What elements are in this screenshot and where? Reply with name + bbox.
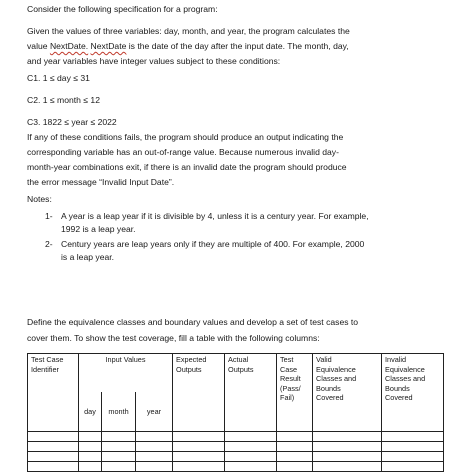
subheader-day: day	[79, 392, 102, 432]
nextdate-term: NextDate	[90, 41, 127, 51]
notes-label: Notes:	[27, 194, 52, 204]
subheader-year: year	[136, 392, 173, 432]
header-expected-outputs: Expected Outputs	[173, 354, 225, 432]
note-2-number: 2-	[45, 239, 53, 249]
condition-c3: C3. 1822 ≤ year ≤ 2022	[27, 117, 117, 127]
intro-line-3: and year variables have integer values subject to these conditions:	[27, 56, 281, 66]
header-test-case-result: Test Case Result (Pass/ Fail)	[277, 354, 313, 432]
table-row	[28, 442, 444, 452]
heading-text: Consider the following specification for a program:	[27, 4, 218, 14]
para2-line-1: If any of these conditions fails, the program should produce an output indicating the	[27, 132, 344, 142]
test-case-table	[27, 353, 444, 472]
note-2-line-1: Century years are leap years only if they are multiple of 400. For example, 2000	[61, 239, 365, 249]
table-row	[28, 432, 444, 442]
task-line-2: cover them. To show the test coverage, fill a table with the following columns:	[27, 333, 320, 343]
header-actual-outputs: Actual Outputs	[225, 354, 277, 432]
table-row	[28, 462, 444, 472]
header-input-values: Input Values	[79, 354, 173, 393]
header-valid-classes: Valid Equivalence Classes and Bounds Covered	[313, 354, 382, 432]
intro-line-2: value NextDate. NextDate is the date of the day after the input date. The month, day,	[27, 41, 349, 51]
para2-line-4: the error message “Invalid Input Date”.	[27, 177, 175, 187]
para2-line-2: corresponding variable has an out-of-range value. Because numerous invalid day-	[27, 147, 339, 157]
note-1-line-1: A year is a leap year if it is divisible by 4, unless it is a century year. For example,	[61, 211, 369, 221]
condition-c1: C1. 1 ≤ day ≤ 31	[27, 73, 90, 83]
condition-c2: C2. 1 ≤ month ≤ 12	[27, 95, 100, 105]
note-1-number: 1-	[45, 211, 53, 221]
intro-line-1: Given the values of three variables: day, month, and year, the program calculates the	[27, 26, 350, 36]
note-1-line-2: 1992 is a leap year.	[61, 224, 136, 234]
header-test-case-identifier: Test Case Identifier	[28, 354, 79, 432]
task-line-1: Define the equivalence classes and boundary values and develop a set of test cases to	[27, 317, 359, 327]
header-invalid-classes: Invalid Equivalence Classes and Bounds Covered	[382, 354, 444, 432]
table-header-row	[28, 354, 444, 393]
note-2-line-2: is a leap year.	[61, 252, 115, 262]
nextdate-term: NextDate.	[49, 41, 89, 51]
para2-line-3: month-year combinations exit, if there is an invalid date the program should produce	[27, 162, 347, 172]
table-row	[28, 452, 444, 462]
subheader-month: month	[102, 392, 136, 432]
